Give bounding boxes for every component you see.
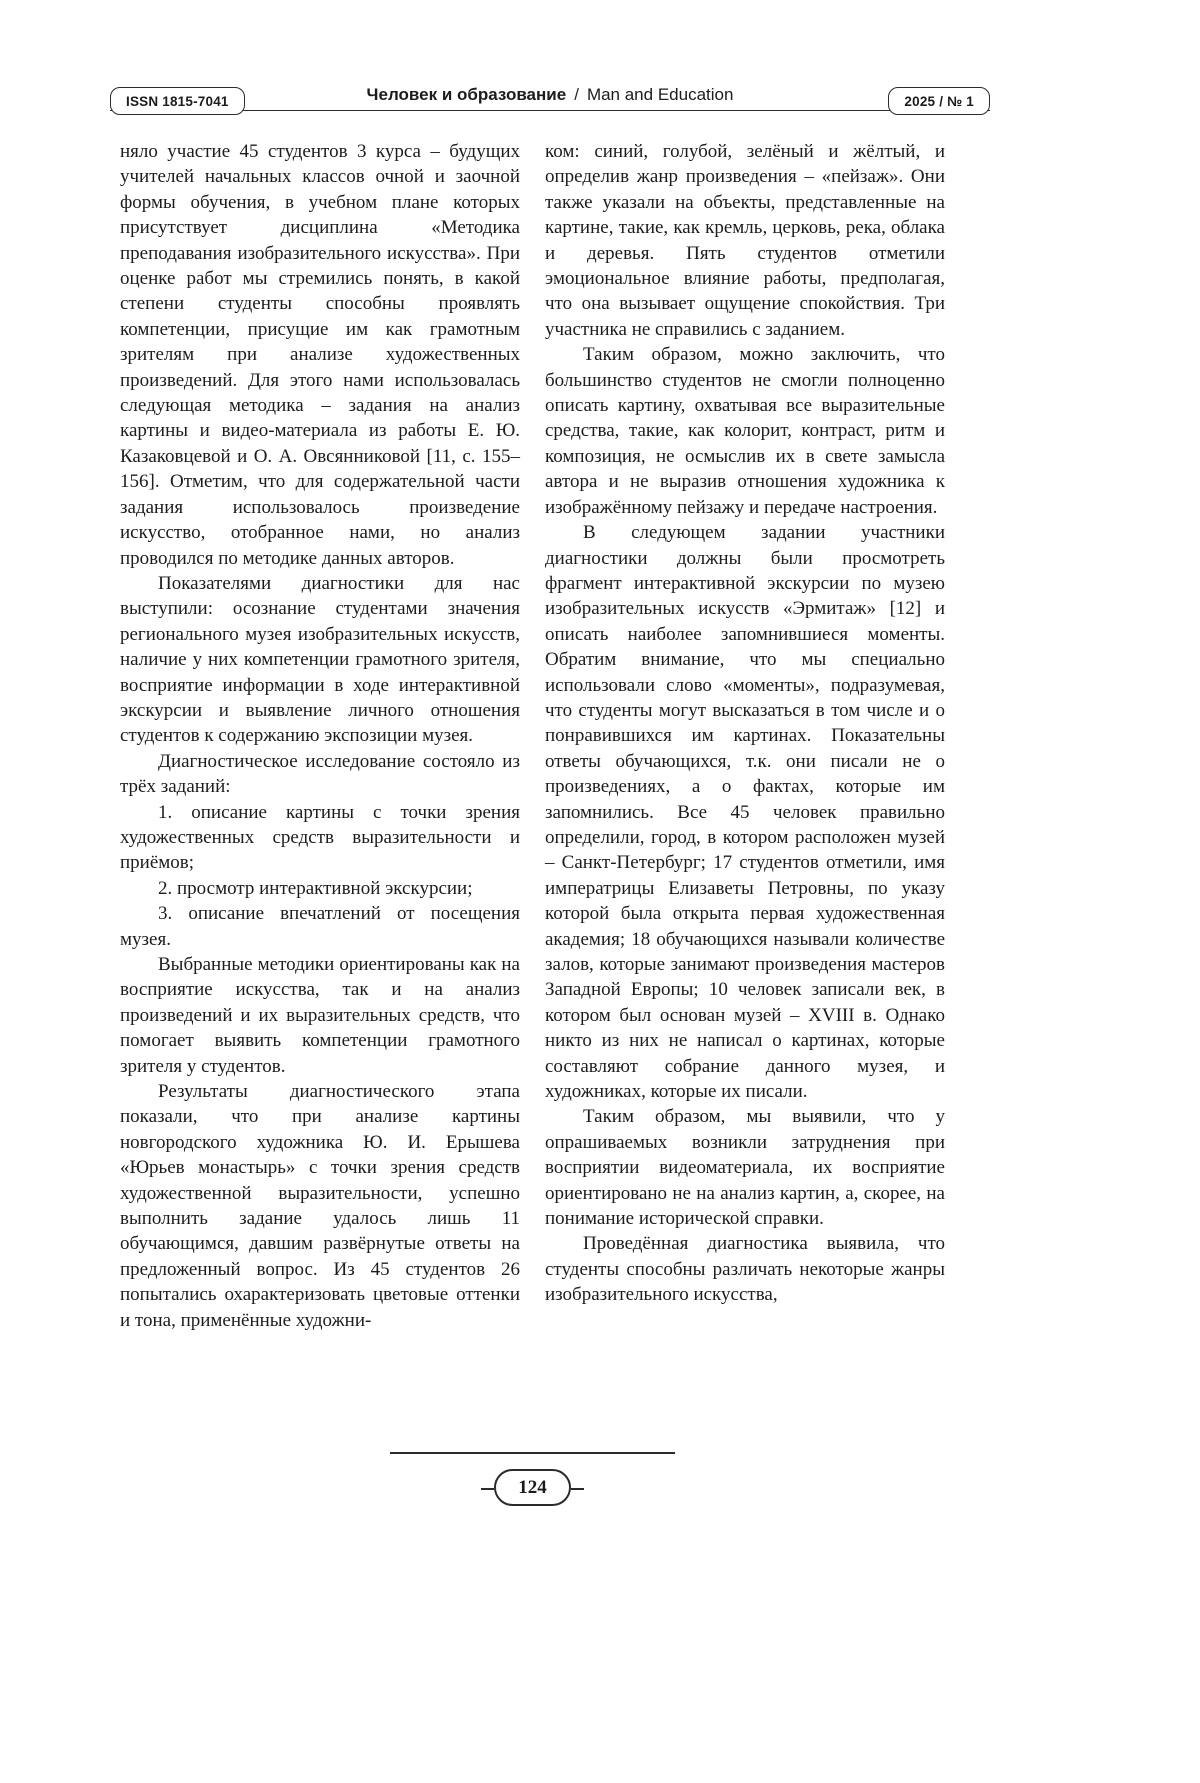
paragraph: ком: синий, голубой, зелёный и жёлтый, и определив жанр произведения – «пейзаж». Они также указали на объекты, представленные на картине, такие, как кремль, церковь, река, облака и деревья. Пять студентов отметили эмоциональное влияние работы, предполагая, что она вызывает ощущение спокойствия. Три участника не справились с заданием.: [545, 141, 945, 340]
page-header: [110, 84, 990, 112]
paragraph: Результаты диагностического этапа показали, что при анализе картины новгородского художника Ю. И. Ерышева «Юрьев монастырь» с точки зрения средств художественной выразительности, успешно выполнить задание удалось лишь 11 обучающимся, давшим развёрнутые ответы на предложенный вопрос. Из 45 студентов 26 попытались охарактеризовать цветовые оттенки и тона, применённые художни-: [120, 1081, 520, 1331]
journal-title-en: Man and Education: [586, 85, 734, 104]
issn-badge: ISSN 1815-7041: [110, 87, 245, 115]
title-separator: /: [574, 85, 579, 104]
right-column: [545, 139, 945, 1333]
paragraph: Диагностическое исследование состояло из трёх заданий:: [120, 750, 520, 798]
issue-badge: 2025 / № 1: [888, 87, 990, 115]
paragraph: Выбранные методики ориентированы как на восприятие искусства, так и на анализ произведений и их выразительных средств, что помогает выявить компетенции грамотного зрителя у студентов.: [120, 954, 520, 1077]
paragraph: 3. описание впечатлений от посещения музея.: [120, 903, 520, 950]
paragraph: Проведённая диагностика выявила, что студенты способны различать некоторые жанры изобразительного искусства,: [545, 1233, 945, 1306]
paragraph: Таким образом, мы выявили, что у опрашиваемых возникли затруднения при восприятии видеоматериала, их восприятие ориентировано не на анализ картин, а, скорее, на понимание исторической справки.: [545, 1106, 945, 1230]
paragraph: В следующем задании участники диагностики должны были просмотреть фрагмент интерактивной экскурсии по музею изобразительных искусств «Эрмитаж» [12] и описать наиболее запомнившиеся моменты. Обратим внимание, что мы специально использовали слово «моменты», подразумевая, что студенты могут высказаться в том числе и о понравившихся им картинах. Показательны ответы обучающихся, т.к. они писали не о произведениях, а о фактах, которые им запомнились. Все 45 человек правильно определили, город, в котором расположен музей – Санкт-Петербург; 17 студентов отметили, имя императрицы Елизаветы Петровны, по указу которой была открыта первая художественная академия; 18 обучающихся называли количестве залов, которые занимают произведения мастеров Западной Европы; 10 человек записали век, в котором был основан музей – XVIII в. Однако никто из них не написал о картинах, которые составляют собрание данного музея, и художниках, которые их писали.: [545, 522, 945, 1103]
paragraph: няло участие 45 студентов 3 курса – будущих учителей начальных классов очной и заочной формы обучения, в учебном плане которых присутствует дисциплина «Методика преподавания изобразительного искусства». При оценке работ мы стремились понять, в какой степени студенты способны проявлять компетенции, присущие им как грамотным зрителям при анализе художественных произведений. Для этого нами использовалась следующая методика – задания на анализ картины и видео-материала из работы Е. Ю. Казаковцевой и О. А. Овсянниковой [11, с. 155–156]. Отметим, что для содержательной части задания использовалось произведение искусство, отобранное нами, но анализ проводился по методике данных авторов.: [120, 141, 520, 569]
article-body: [120, 139, 945, 1333]
page-number-badge: 124: [494, 1469, 571, 1506]
paragraph: 2. просмотр интерактивной экскурсии;: [158, 877, 473, 899]
footer-rule: [390, 1452, 675, 1454]
paragraph: Показателями диагностики для нас выступили: осознание студентами значения регионального музея изобразительных искусств, наличие у них компетенции грамотного зрителя, восприятие информации в ходе интерактивной экскурсии и выявление личного отношения студентов к содержанию экспозиции музея.: [120, 572, 520, 747]
left-column: [120, 139, 520, 1333]
journal-title-ru: Человек и образование: [366, 85, 567, 104]
paragraph: Таким образом, можно заключить, что большинство студентов не смогли полноценно описать картину, охватывая все выразительные средства, такие, как колорит, контраст, ритм и композиция, не осмыслив их в свете замысла автора и не выразив отношения художника к изображённому пейзажу и передаче настроения.: [545, 344, 945, 518]
paragraph: 1. описание картины с точки зрения художественных средств выразительности и приёмов;: [120, 801, 520, 874]
